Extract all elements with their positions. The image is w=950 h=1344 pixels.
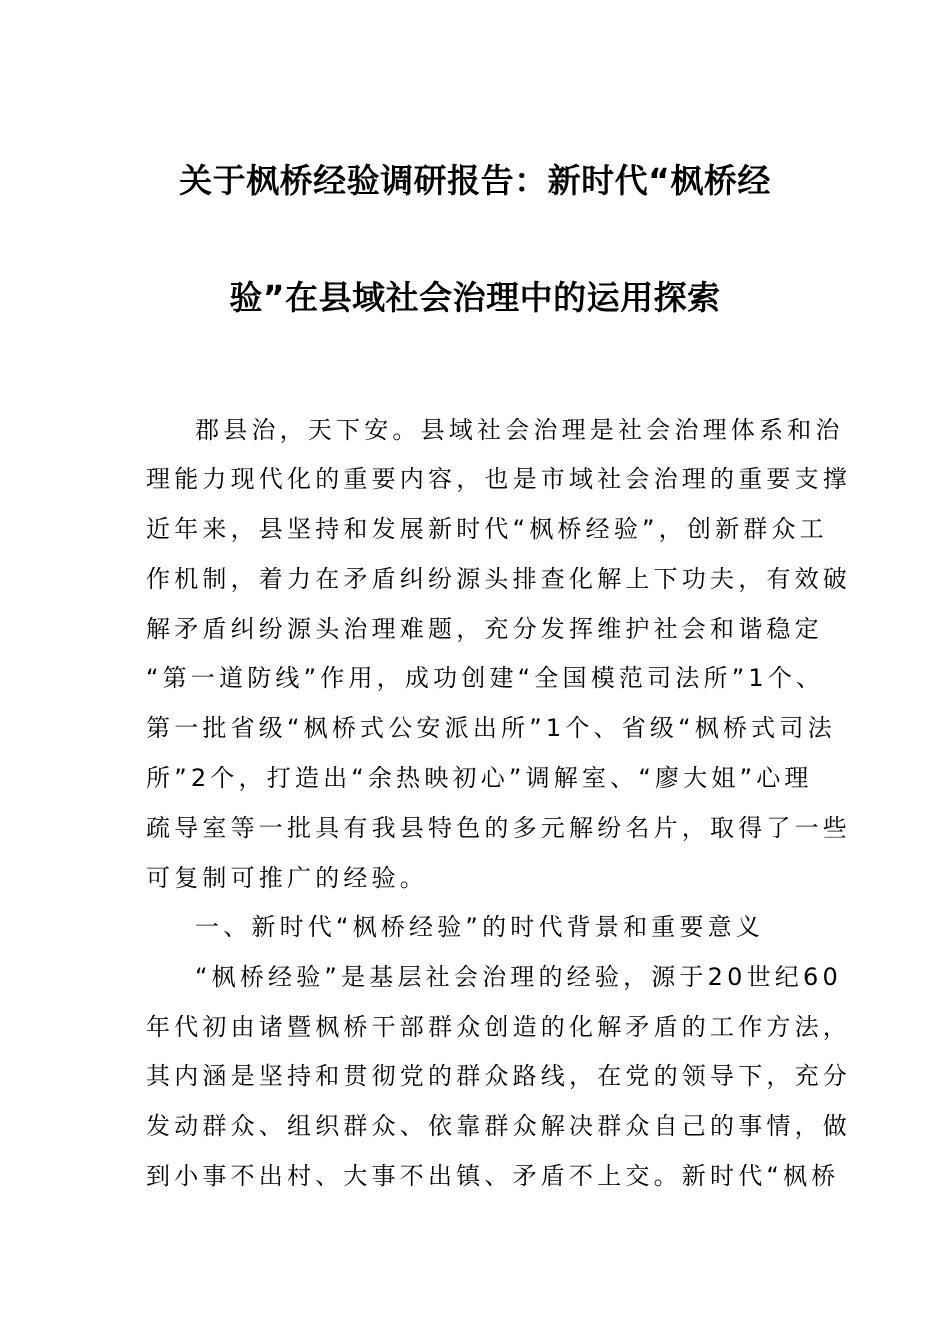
paragraph-line: 发动群众、组织群众、依靠群众解决群众自己的事情，做 [146,1112,851,1140]
paragraph-line: 年代初由诸暨枫桥干部群众创造的化解矛盾的工作方法， [146,1013,851,1041]
paragraph-line: 理能力现代化的重要内容，也是市域社会治理的重要支撑 [146,465,851,493]
paragraph-line: 解矛盾纠纷源头治理难题，充分发挥维护社会和谐稳定 [146,615,823,643]
paragraph-line: 到小事不出村、大事不出镇、矛盾不上交。新时代“枫桥 [146,1162,840,1190]
paragraph-line: “第一道防线”作用，成功创建“全国模范司法所”1个、 [146,664,825,692]
paragraph-line: 第一批省级“枫桥式公安派出所”1个、省级“枫桥式司法 [146,714,836,742]
paragraph-line: 作机制，着力在矛盾纠纷源头排查化解上下功夫，有效破 [146,565,851,593]
paragraph-line: 郡县治，天下安。县域社会治理是社会治理体系和治 [195,416,844,444]
paragraph-line: 近年来，县坚持和发展新时代“枫桥经验”，创新群众工 [146,515,828,543]
paragraph-line: 可复制可推广的经验。 [146,864,428,892]
document-title-line-2: 验”在县域社会治理中的运用探索 [229,278,721,317]
document-title-line-1: 关于枫桥经验调研报告：新时代“枫桥经 [179,161,771,200]
paragraph-line: “枫桥经验”是基层社会治理的经验，源于20世纪60 [195,963,842,991]
paragraph-line: 疏导室等一批具有我县特色的多元解纷名片，取得了一些 [146,814,851,842]
section-heading: 一、新时代“枫桥经验”的时代背景和重要意义 [195,913,765,941]
paragraph-line: 其内涵是坚持和贯彻党的群众路线，在党的领导下，充分 [146,1062,851,1090]
paragraph-line: 所”2个，打造出“余热映初心”调解室、“廖大姐”心理 [146,764,813,792]
